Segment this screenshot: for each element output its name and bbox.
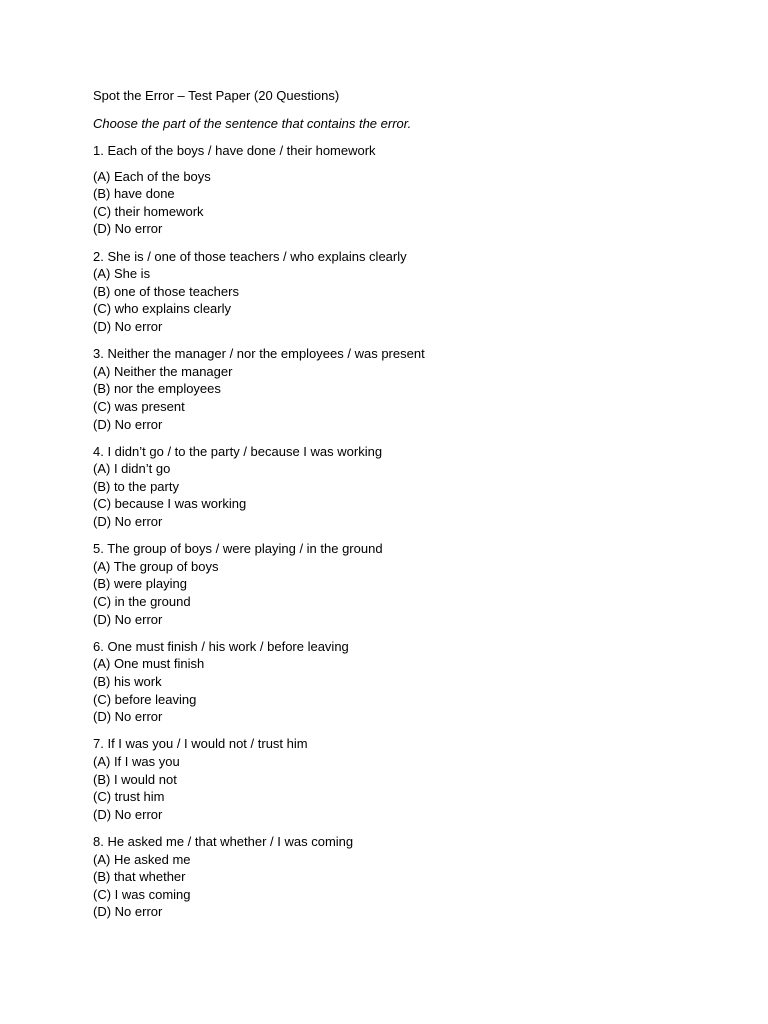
option-b: (B) to the party	[93, 478, 179, 494]
option-d: (D) No error	[93, 611, 163, 627]
option-c: (C) trust him	[93, 789, 165, 805]
option-c: (C) was present	[93, 398, 185, 414]
option-d: (D) No error	[93, 318, 163, 334]
question-4	[93, 443, 713, 531]
question-text: 3. Neither the manager / nor the employees / was present	[93, 346, 425, 362]
option-d: (D) No error	[93, 709, 163, 725]
question-text: 5. The group of boys / were playing / in the ground	[93, 541, 383, 557]
option-d: (D) No error	[93, 904, 163, 920]
option-b: (B) I would not	[93, 771, 177, 787]
instructions-text: Choose the part of the sentence that contains the error.	[93, 116, 412, 131]
option-a: (A) One must finish	[93, 656, 205, 672]
document-title: Spot the Error – Test Paper (20 Questions)	[93, 88, 340, 103]
question-2	[93, 248, 713, 336]
option-a: (A) She is	[93, 266, 151, 282]
question-3	[93, 345, 713, 433]
option-d: (D) No error	[93, 416, 163, 432]
option-d: (D) No error	[93, 514, 163, 530]
option-d: (D) No error	[93, 221, 163, 237]
question-6	[93, 638, 713, 726]
option-c: (C) who explains clearly	[93, 301, 231, 317]
option-d: (D) No error	[93, 806, 163, 822]
option-c: (C) before leaving	[93, 691, 197, 707]
option-a: (A) Each of the boys	[93, 168, 211, 184]
option-b: (B) have done	[93, 186, 175, 202]
option-b: (B) were playing	[93, 576, 187, 592]
question-8	[93, 833, 713, 921]
question-text: 4. I didn’t go / to the party / because I was working	[93, 443, 383, 459]
question-text: 7. If I was you / I would not / trust him	[93, 736, 308, 752]
question-text: 1. Each of the boys / have done / their homework	[93, 143, 376, 158]
question-text: 8. He asked me / that whether / I was coming	[93, 833, 354, 849]
option-c: (C) I was coming	[93, 886, 191, 902]
option-a: (A) I didn’t go	[93, 461, 171, 477]
question-text: 6. One must finish / his work / before leaving	[93, 638, 349, 654]
question-7	[93, 735, 713, 823]
option-c: (C) in the ground	[93, 594, 191, 610]
question-text: 2. She is / one of those teachers / who explains clearly	[93, 248, 407, 264]
option-b: (B) one of those teachers	[93, 283, 239, 299]
option-a: (A) The group of boys	[93, 558, 219, 574]
document-page	[93, 86, 713, 931]
option-b: (B) his work	[93, 674, 162, 689]
option-b: (B) that whether	[93, 869, 186, 885]
option-a: (A) Neither the manager	[93, 363, 233, 379]
option-a: (A) If I was you	[93, 753, 180, 769]
question-1	[93, 142, 713, 238]
question-5	[93, 540, 713, 628]
option-c: (C) because I was working	[93, 496, 247, 512]
option-c: (C) their homework	[93, 203, 204, 219]
option-a: (A) He asked me	[93, 851, 191, 867]
option-b: (B) nor the employees	[93, 381, 221, 397]
